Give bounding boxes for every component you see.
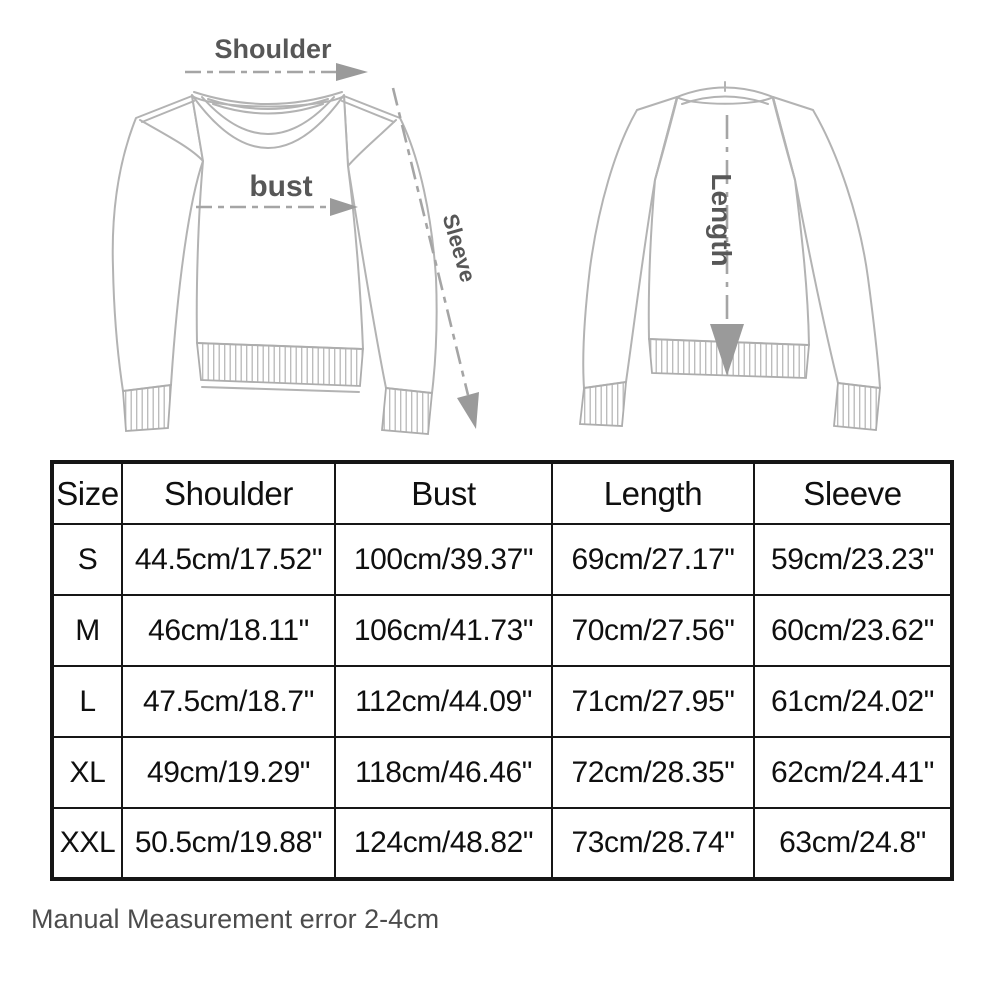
shoulder-measure-label: Shoulder (214, 34, 332, 64)
size-row-s (52, 524, 952, 595)
cell-bust: 112cm/44.09" (335, 666, 552, 737)
size-row-xl (52, 737, 952, 808)
header-row (52, 462, 952, 524)
cell-length: 69cm/27.17" (552, 524, 754, 595)
cell-length: 72cm/28.35" (552, 737, 754, 808)
cell-bust: 124cm/48.82" (335, 808, 552, 879)
cell-bust: 118cm/46.46" (335, 737, 552, 808)
sleeve-measure-label: Sleeve (437, 210, 481, 285)
cell-length: 71cm/27.95" (552, 666, 754, 737)
cell-size: M (52, 595, 122, 666)
cell-sleeve: 61cm/24.02" (754, 666, 952, 737)
front-sweater-outline (113, 92, 437, 434)
cell-sleeve: 63cm/24.8" (754, 808, 952, 879)
front-view-drawing (90, 18, 490, 453)
size-chart-table (50, 460, 954, 881)
cell-size: XL (52, 737, 122, 808)
back-view-drawing (560, 58, 910, 453)
cell-shoulder: 50.5cm/19.88" (122, 808, 335, 879)
cell-size: XXL (52, 808, 122, 879)
cell-size: S (52, 524, 122, 595)
cell-sleeve: 59cm/23.23" (754, 524, 952, 595)
cell-shoulder: 47.5cm/18.7" (122, 666, 335, 737)
shoulder-arrow (185, 63, 368, 81)
col-header-size: Size (52, 462, 122, 524)
size-row-xxl (52, 808, 952, 879)
col-header-shoulder: Shoulder (122, 462, 335, 524)
cell-length: 73cm/28.74" (552, 808, 754, 879)
cell-bust: 100cm/39.37" (335, 524, 552, 595)
cell-shoulder: 44.5cm/17.52" (122, 524, 335, 595)
size-row-l (52, 666, 952, 737)
length-measure-label: Length (706, 173, 737, 267)
col-header-bust: Bust (335, 462, 552, 524)
cell-length: 70cm/27.56" (552, 595, 754, 666)
cell-sleeve: 62cm/24.41" (754, 737, 952, 808)
col-header-length: Length (552, 462, 754, 524)
col-header-sleeve: Sleeve (754, 462, 952, 524)
cell-sleeve: 60cm/23.62" (754, 595, 952, 666)
cell-size: L (52, 666, 122, 737)
cell-shoulder: 49cm/19.29" (122, 737, 335, 808)
cell-bust: 106cm/41.73" (335, 595, 552, 666)
measurement-note: Manual Measurement error 2-4cm (31, 904, 440, 934)
cell-shoulder: 46cm/18.11" (122, 595, 335, 666)
bust-measure-label: bust (249, 170, 313, 203)
size-row-m (52, 595, 952, 666)
